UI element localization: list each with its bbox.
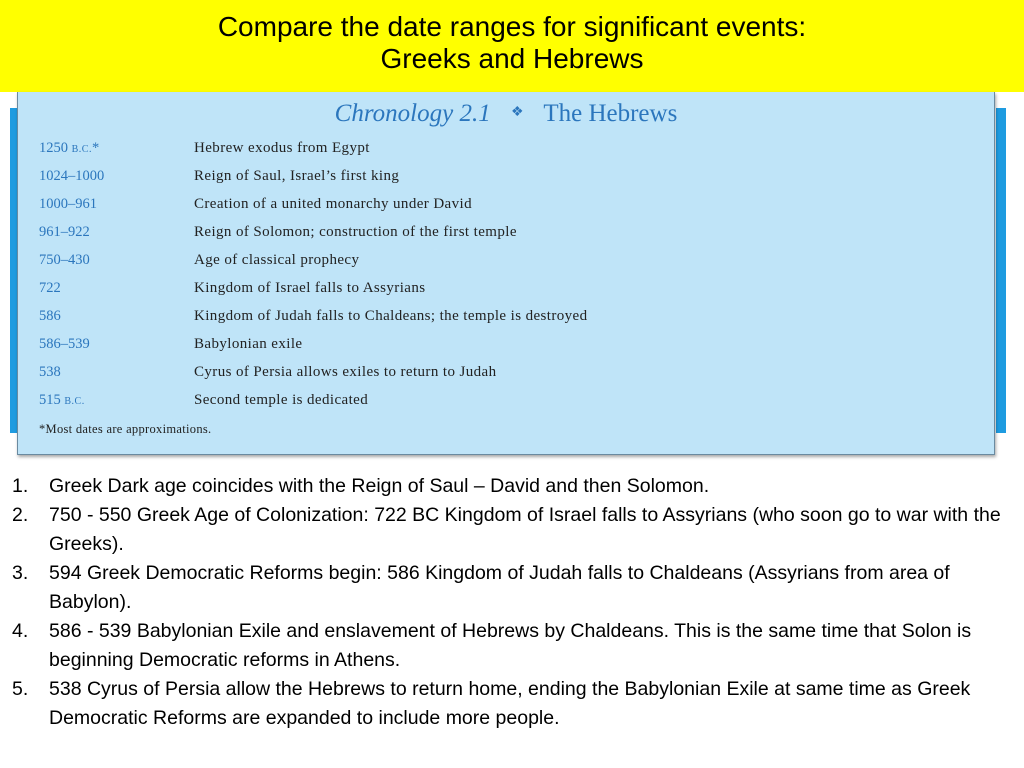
chronology-event: Reign of Saul, Israel’s first king — [194, 168, 400, 184]
chronology-row — [18, 168, 994, 196]
chronology-event: Reign of Solomon; construction of the first temple — [194, 224, 517, 240]
chronology-date — [39, 168, 104, 185]
chronology-event: Second temple is dedicated — [194, 392, 369, 408]
chronology-date — [39, 308, 61, 325]
slide-title-line-2: Greeks and Hebrews — [380, 43, 644, 74]
note-item — [0, 472, 1010, 501]
chronology-date — [39, 140, 99, 157]
chronology-date — [39, 364, 61, 381]
note-number: 2. — [12, 504, 29, 526]
slide-title-line-1: Compare the date ranges for significant events: — [217, 11, 807, 42]
chronology-event: Creation of a united monarchy under David — [194, 196, 472, 212]
chronology-date-value: 586 — [39, 308, 61, 324]
comparison-notes-list — [0, 472, 1010, 733]
note-number: 3. — [12, 562, 29, 584]
chronology-event: Babylonian exile — [194, 336, 303, 352]
chronology-event: Kingdom of Judah falls to Chaldeans; the temple is destroyed — [194, 308, 588, 324]
note-number: 4. — [12, 620, 29, 642]
chronology-date — [39, 392, 85, 409]
note-text: 594 Greek Democratic Reforms begin: 586 Kingdom of Judah falls to Chaldeans (Assyrians from area of Babylon). — [49, 562, 950, 613]
chronology-date-value: 538 — [39, 364, 61, 380]
chronology-date — [39, 224, 90, 241]
chronology-event: Hebrew exodus from Egypt — [194, 140, 370, 156]
chronology-date-era: B.C. — [64, 396, 85, 407]
chronology-row — [18, 364, 994, 392]
chronology-row — [18, 252, 994, 280]
note-item — [0, 675, 1010, 733]
chronology-date-value: 722 — [39, 280, 61, 296]
chronology-date-value: 515 — [39, 392, 61, 408]
right-accent-strip — [996, 108, 1006, 433]
note-number: 5. — [12, 678, 29, 700]
chronology-header — [18, 100, 994, 128]
note-item — [0, 559, 1010, 617]
title-banner — [0, 0, 1024, 92]
note-text: 586 - 539 Babylonian Exile and enslavement of Hebrews by Chaldeans. This is the same time that Solon is beginning Democratic reforms in Athens. — [49, 620, 972, 671]
chronology-date-value: 1024–1000 — [39, 168, 105, 184]
note-number: 1. — [12, 475, 29, 497]
chronology-row — [18, 308, 994, 336]
chronology-event: Cyrus of Persia allows exiles to return to Judah — [194, 364, 497, 380]
chronology-box — [17, 92, 995, 455]
chronology-row — [18, 280, 994, 308]
note-text: 538 Cyrus of Persia allow the Hebrews to return home, ending the Babylonian Exile at same time as Greek Democratic Reforms are expanded to include more people. — [49, 678, 971, 729]
chronology-date — [39, 196, 97, 213]
chronology-event: Age of classical prophecy — [194, 252, 360, 268]
chronology-row — [18, 196, 994, 224]
chronology-subject: The Hebrews — [543, 100, 678, 127]
chronology-date-value: 1250 — [39, 140, 68, 156]
chronology-date-value: 961–922 — [39, 224, 90, 240]
chronology-date — [39, 280, 61, 297]
chronology-row — [18, 140, 994, 168]
chronology-footnote: *Most dates are approximations. — [39, 422, 212, 436]
chronology-row — [18, 336, 994, 364]
chronology-date-footnote-mark: * — [91, 140, 100, 156]
chronology-number: Chronology 2.1 — [334, 100, 491, 127]
note-item — [0, 617, 1010, 675]
diamond-ornament-icon: ❖ — [510, 104, 524, 120]
chronology-event: Kingdom of Israel falls to Assyrians — [194, 280, 426, 296]
chronology-date-value: 750–430 — [39, 252, 90, 268]
note-text: Greek Dark age coincides with the Reign of Saul – David and then Solomon. — [49, 475, 710, 497]
chronology-date-era: B.C. — [71, 144, 92, 155]
chronology-date — [39, 336, 90, 353]
note-item — [0, 501, 1010, 559]
note-text: 750 - 550 Greek Age of Colonization: 722 BC Kingdom of Israel falls to Assyrians (who soon go to war with the Greeks). — [49, 504, 1001, 555]
chronology-date-value: 1000–961 — [39, 196, 97, 212]
chronology-row — [18, 392, 994, 420]
chronology-date — [39, 252, 90, 269]
chronology-row — [18, 224, 994, 252]
chronology-date-value: 586–539 — [39, 336, 90, 352]
